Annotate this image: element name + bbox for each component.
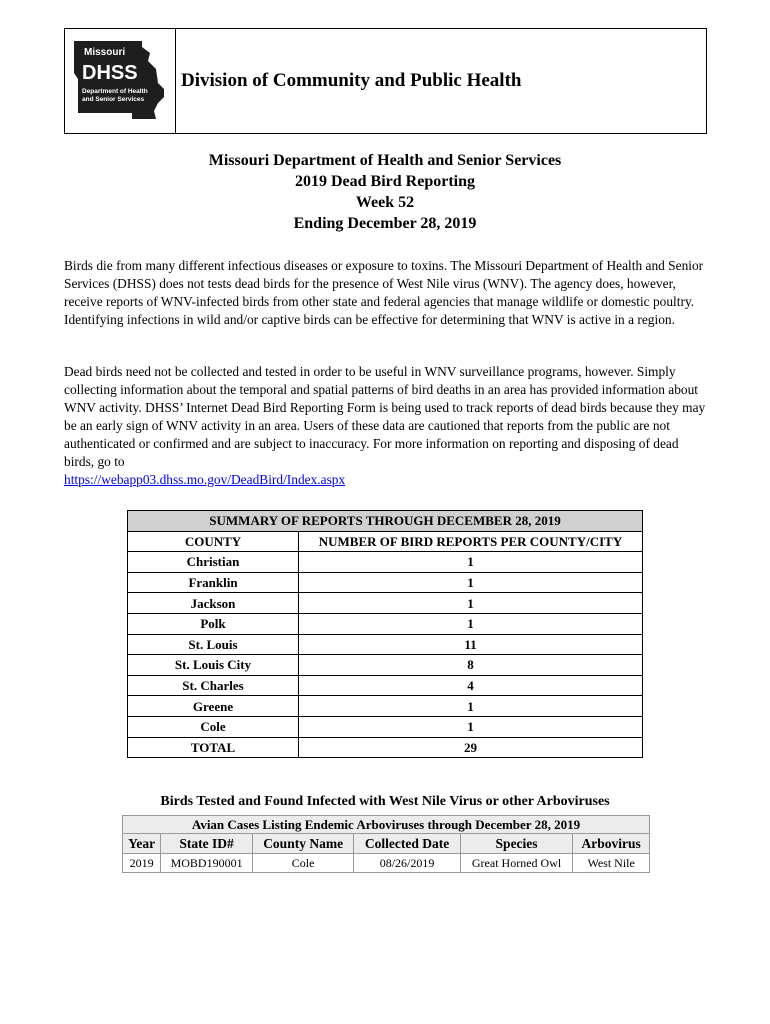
county-count: 1 [299, 593, 643, 614]
county-name: Christian [128, 552, 299, 573]
total-value: 29 [299, 737, 643, 758]
total-label: TOTAL [128, 737, 299, 758]
dhss-logo [65, 29, 176, 133]
avian-caption: Avian Cases Listing Endemic Arboviruses through December 28, 2019 [123, 816, 650, 834]
summary-row [128, 613, 643, 634]
report-week: Week 52 [355, 194, 415, 211]
summary-row [128, 593, 643, 614]
summary-row [128, 655, 643, 676]
county-name: St. Louis City [128, 655, 299, 676]
report-org: Missouri Department of Health and Senior Services [208, 152, 562, 169]
avian-cell-collected-date: 08/26/2019 [354, 854, 461, 873]
avian-cell-state-id: MOBD190001 [161, 854, 253, 873]
logo-line2: and Senior Services [82, 96, 145, 103]
intro-paragraph: Birds die from many different infectious diseases or exposure to toxins. The Missouri Department of Health and Senior Services (DHSS) does not tests dead birds for the presence of West Nile virus (WNV). The agency does, however, receive reports of WNV-infected birds from other state and federal agencies that manage wildlife or domestic poultry. Identifying infections in wild and/or captive birds can be effective for determining that WNV is active in a region. [64, 258, 704, 327]
county-name: Greene [128, 696, 299, 717]
header-box [64, 28, 707, 134]
county-count: 8 [299, 655, 643, 676]
county-count: 1 [299, 552, 643, 573]
summary-table [127, 510, 643, 758]
logo-line1: Department of Health [82, 88, 148, 95]
avian-header-state-id: State ID# [161, 834, 253, 854]
county-count: 11 [299, 634, 643, 655]
county-name: St. Louis [128, 634, 299, 655]
surveillance-paragraph [64, 363, 710, 489]
summary-body [128, 552, 643, 737]
avian-header-date: Collected Date [354, 834, 461, 854]
surveillance-text: Dead birds need not be collected and tested in order to be useful in WNV surveillance programs, however. Simply collecting information about the temporal and spatial patterns of bird deaths in an area has provided information about WNV activity. DHSS’ Internet Dead Bird Reporting Form is being used to track reports of dead birds because they may be an early sign of WNV activity in an area. Users of these data are cautioned that reports from the public are not authenticated or confirmed and are subject to inaccuracy. For more information on reporting and disposing of dead birds, go to [64, 364, 706, 469]
avian-header-species: Species [460, 834, 572, 854]
logo-agency: DHSS [82, 62, 138, 84]
county-count: 4 [299, 675, 643, 696]
summary-row [128, 716, 643, 737]
report-title: 2019 Dead Bird Reporting [295, 173, 475, 190]
county-count: 1 [299, 613, 643, 634]
county-name: St. Charles [128, 675, 299, 696]
avian-header-county: County Name [253, 834, 354, 854]
avian-cell-species: Great Horned Owl [460, 854, 572, 873]
birds-section-title: Birds Tested and Found Infected with West Nile Virus or other Arboviruses [160, 794, 610, 809]
avian-row [123, 854, 650, 873]
division-title: Division of Community and Public Health [181, 70, 522, 91]
county-count: 1 [299, 716, 643, 737]
summary-row [128, 696, 643, 717]
county-count: 1 [299, 696, 643, 717]
dead-bird-link[interactable]: https://webapp03.dhss.mo.gov/DeadBird/Index.aspx [64, 472, 346, 487]
avian-header-year: Year [123, 834, 161, 854]
avian-body [123, 854, 650, 873]
summary-row [128, 572, 643, 593]
county-header: COUNTY [128, 531, 299, 552]
logo-state: Missouri [84, 47, 126, 58]
report-title-block [0, 150, 770, 234]
summary-row [128, 634, 643, 655]
county-name: Cole [128, 716, 299, 737]
avian-header-arbovirus: Arbovirus [573, 834, 650, 854]
summary-caption: SUMMARY OF REPORTS THROUGH DECEMBER 28, 2019 [128, 511, 643, 532]
report-ending: Ending December 28, 2019 [293, 215, 477, 232]
summary-row [128, 552, 643, 573]
avian-cell-county: Cole [253, 854, 354, 873]
avian-cell-year: 2019 [123, 854, 161, 873]
avian-cases-table [122, 815, 650, 873]
county-name: Polk [128, 613, 299, 634]
county-count: 1 [299, 572, 643, 593]
avian-cell-arbovirus: West Nile [573, 854, 650, 873]
count-header: NUMBER OF BIRD REPORTS PER COUNTY/CITY [299, 531, 643, 552]
county-name: Jackson [128, 593, 299, 614]
county-name: Franklin [128, 572, 299, 593]
summary-row [128, 675, 643, 696]
